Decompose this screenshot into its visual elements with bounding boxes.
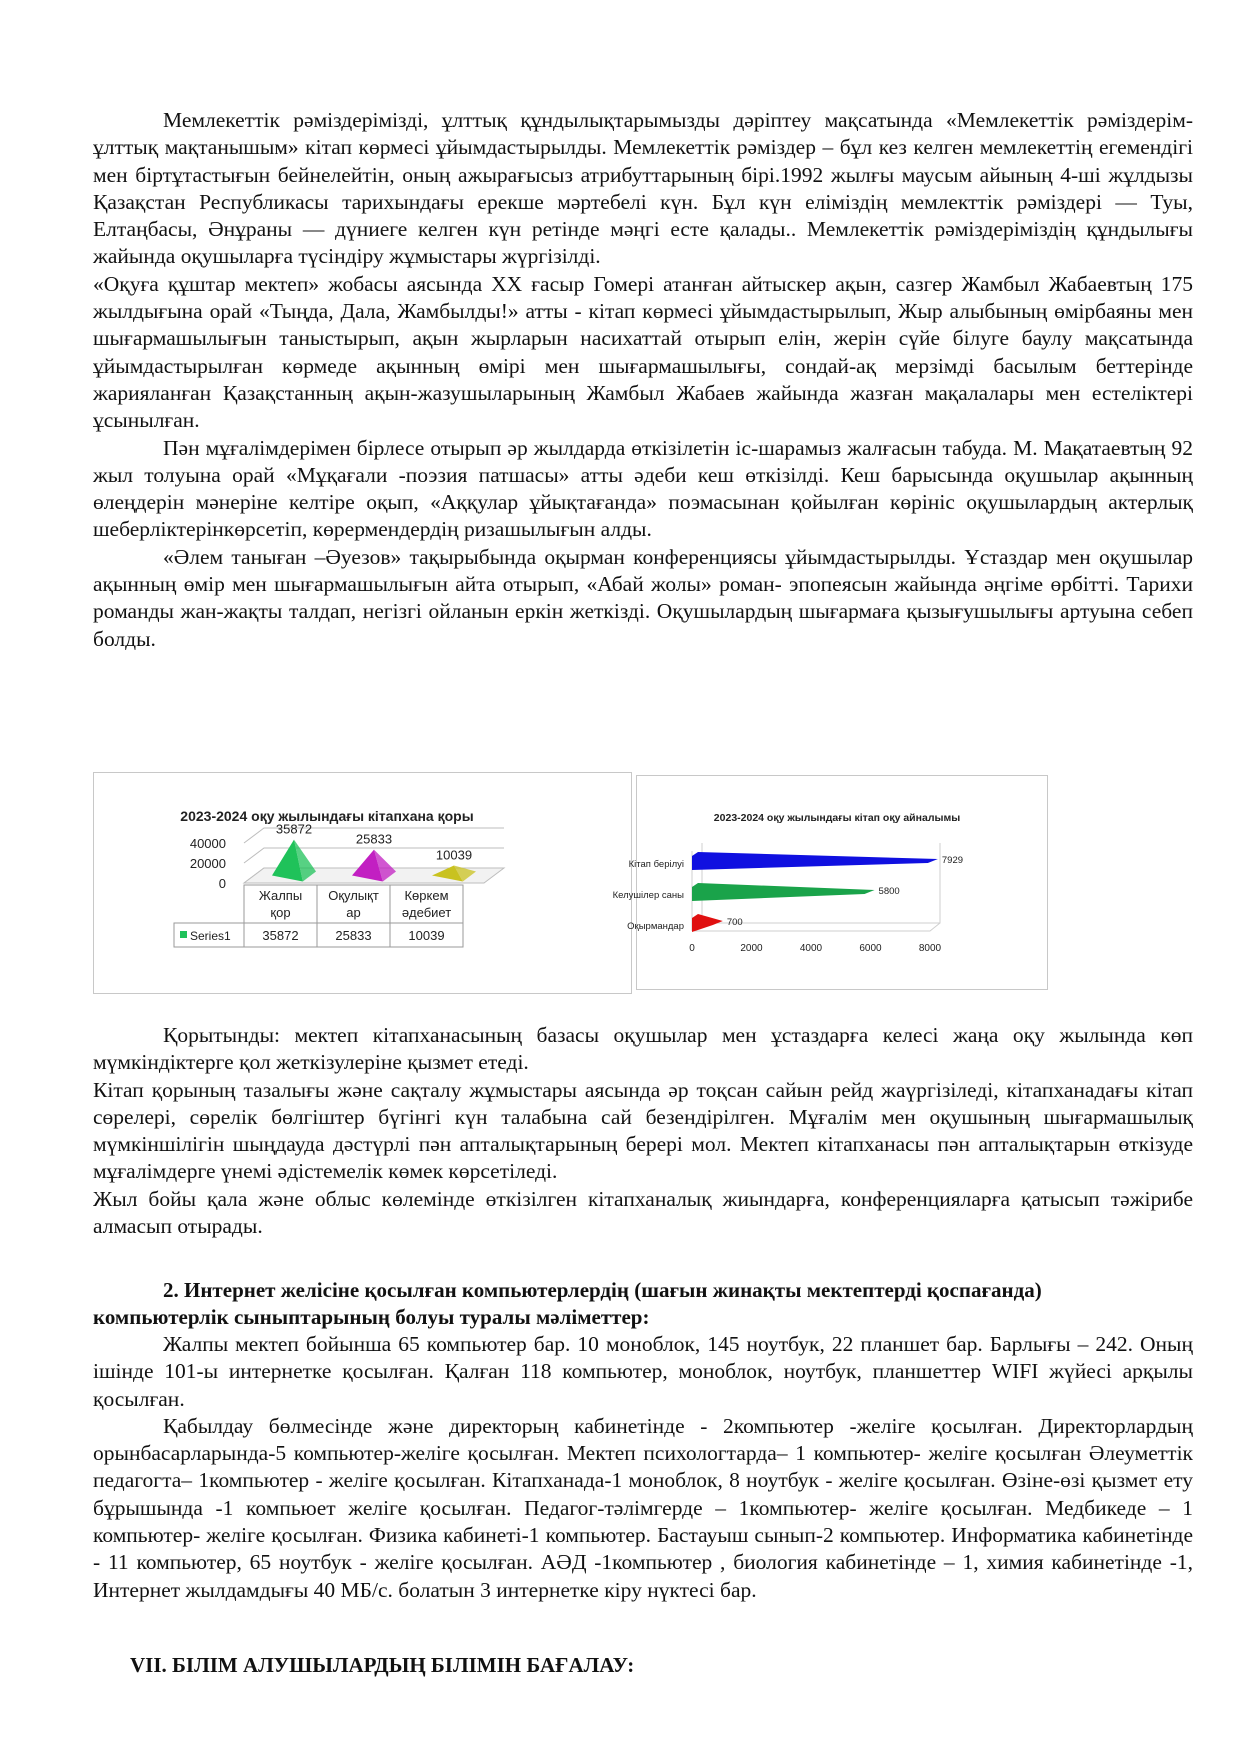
data-label: 35872 bbox=[275, 821, 313, 837]
text-block-conclusion bbox=[93, 1022, 1193, 1240]
x-tick-label: 0 bbox=[689, 943, 695, 954]
section-2 bbox=[93, 1277, 1193, 1604]
paragraph: «Әлем таныған –Әуезов» тақырыбында оқырман конференциясы ұйымдастырылды. Ұстаздар мен оқушылар ақынның өмір мен шығармашылығын айта отырып, «Абай жолы» роман- эпопеясын жайында әңгіме өрбітті. Тарихи романды жан-жақты талдап, негізгі ойланын еркін жеткізді. Оқушылардың шығармаға қызығушылығы артуына себеп болды. bbox=[93, 544, 1193, 651]
legend-swatch bbox=[180, 931, 187, 938]
text-block-intro bbox=[93, 107, 1193, 653]
paragraph: Кітап қорының тазалығы және сақталу жұмыстары аясында әр тоқсан сайын рейд жаүргізіледі, кітапханадағы кітап сөрелері, сөрелік бөлгіштер бүгінгі күн талабына сай безендірілген. Мұғалім мен оқушының шығармашылық мүмкіншілігін шыңдауда дәстүрлі пән апталықтарының берері мол. Мектеп кітапханасы пән апталықтарын өткізуде мұғалімдерге үнемі әдістемелік көмек көрсетіледі. bbox=[93, 1077, 1193, 1184]
x-tick-label: 2000 bbox=[740, 943, 763, 954]
book-circulation-chart bbox=[612, 775, 1048, 990]
x-tick-label: 8000 bbox=[918, 943, 942, 954]
paragraph: Қабылдау бөлмесінде және директорың кабинетінде - 2компьютер -желіге қосылған. Директорлардың орынбасарларында-5 компьютер-желіге қосылған. Мектеп психологтарда– 1 компьютер- желіге қосылған Әлеуметтік педагогта– 1компьютер - желіге қосылған. Кітапханада-1 моноблок, 8 ноутбук - желіге қосылған. Өзіне-өзі қызмет ету бұрышында -1 компьюет желіге қосылған. Педагог-тәлімгерде – 1компьютер- желіге қосылған. Медбикеде – 1 компьютер- желіге қосылған. Физика кабинеті-1 компьютер. Бастауыш сынып-2 компьютер. Информатика кабинетінде - 11 компьютер, 65 ноутбук - желіге қосылған. АӘД -1компьютер , биология кабинетінде – 1, химия кабинетінде -1, Интернет жылдамдығы 40 МБ/с. болатын 3 интернетке кіру нүктесі бар. bbox=[93, 1413, 1193, 1602]
table-value: 35872 bbox=[262, 928, 299, 943]
section-7-heading: VII. БІЛІМ АЛУШЫЛАРДЫҢ БІЛІМІН БАҒАЛАУ: bbox=[130, 1653, 635, 1677]
library-fund-chart-svg bbox=[94, 773, 631, 993]
y-tick-label: 20000 bbox=[189, 856, 226, 871]
y-tick-label: 40000 bbox=[189, 836, 226, 851]
paragraph: «Оқуға құштар мектеп» жобасы аясында ХХ ғасыр Гомері атанған айтыскер ақын, сазгер Жамбыл Жабаевтың 175 жылдығына орай «Тыңда, Дала, Жамбылды!» атты - кітап көрмесі ұйымдастырылып, Жыр алыбының өмірбаяны мен шығармашылығын таныстырып, ақын жырларын насихаттай отырып елін, жерін сүйе білуге баулу мақсатында ұйымдастырылған көрмеде ақынның өмірі мен шығармашылығы, сондай-ақ мерзімді басылым беттерінде жарияланған Қазақстанның ақын-жазушыларының Жамбыл Жабаев жайында жазған мақалалары мен естеліктері ұсынылған. bbox=[93, 271, 1193, 433]
category-label: ар bbox=[346, 905, 361, 920]
table-value: 10039 bbox=[408, 928, 445, 943]
category-label: Көркем bbox=[404, 888, 449, 903]
category-label: Келушілер саны bbox=[612, 890, 684, 901]
data-label: 7929 bbox=[941, 855, 964, 866]
chart-title: 2023-2024 оқу жылындағы кітапхана қоры bbox=[180, 808, 474, 824]
section-2-paragraphs bbox=[93, 1331, 1193, 1604]
category-label: Кітап берілуі bbox=[628, 859, 684, 870]
y-tick-label: 0 bbox=[218, 876, 226, 891]
data-label: 10039 bbox=[435, 847, 473, 863]
chart-title: 2023-2024 оқу жылындағы кітап оқу айналымы bbox=[713, 812, 961, 824]
category-label: әдебиет bbox=[401, 905, 452, 920]
category-label: Оқулықт bbox=[328, 888, 379, 903]
data-label: 700 bbox=[726, 917, 743, 928]
paragraph: Жалпы мектеп бойынша 65 компьютер бар. 10 моноблок, 145 ноутбук, 22 планшет бар. Барлығы – 242. Оның ішінде 101-ы интернетке қосылған. Қалған 118 компьютер, моноблок, ноутбук, планшеттер WIFI жүйесі арқылы қосылған. bbox=[93, 1332, 1193, 1411]
section-2-heading: 2. Интернет желісіне қосылған компьютерлердің (шағын жинақты мектептерді қоспағанда) компьютерлік сыныптарының болуы туралы мәліметтер: bbox=[93, 1278, 1042, 1329]
data-label: 5800 bbox=[878, 886, 900, 897]
x-tick-label: 6000 bbox=[859, 943, 882, 954]
cone-bar bbox=[692, 883, 875, 901]
data-label: 25833 bbox=[355, 831, 393, 847]
category-label: қор bbox=[270, 905, 291, 920]
cone-bar bbox=[692, 852, 938, 870]
legend-label: Series1 bbox=[190, 929, 231, 943]
x-tick-label: 4000 bbox=[799, 943, 823, 954]
paragraph: Мемлекеттік рәміздерімізді, ұлттық құндылықтарымызды дәріптеу мақсатында «Мемлекеттік рәміздерім- ұлттық мақтанышым» кітап көрмесі ұйымдастырылды. Мемлекеттік рәміздер – бұл кез келген мемлекеттің егемендігі мен біртұтастығын бейнелейтін, оның ажырағысыз атрибуттарының бірі.1992 жылғы маусым айының 4-ші жұлдызы Қазақстан Республикасы тарихындағы ерекше мәртебелі күн. Бұл күн еліміздің мемлекттік рәміздері — Туы, Елтаңбасы, Әнұраны — дүниеге келген күн ретінде мәңгі есте қалады.. Мемлекеттік рәміздеріміздің құндылығы жайында оқушыларға түсіндіру жұмыстары жүргізілді. bbox=[93, 108, 1193, 269]
category-label: Жалпы bbox=[258, 888, 303, 903]
paragraph: Пән мұғалімдерімен бірлесе отырып әр жылдарда өткізілетін іс-шарамыз жалғасын табуда. М. Мақатаевтың 92 жыл толуына орай «Мұқағали -поэзия патшасы» атты әдеби кеш өткізілді. Кеш барысында оқушылар ақынның өлеңдерін мәнеріне келтіре оқып, «Аққулар ұйықтағанда» поэмасынан қойылған көрініс оқушылардың актерлық шеберліктерінкөрсетіп, көрермендердің ризашылығын алды. bbox=[93, 435, 1193, 542]
paragraph: Қорытынды: мектеп кітапханасының базасы оқушылар мен ұстаздарға келесі жаңа оқу жылында көп мүмкіндіктерге қол жеткізулеріне қызмет етеді. bbox=[93, 1023, 1193, 1075]
paragraph: Жыл бойы қала және облыс көлемінде өткізілген кітапханалық жиындарға, конференцияларға қатысып тәжірибе алмасып отырады. bbox=[93, 1186, 1193, 1239]
table-value: 25833 bbox=[335, 928, 372, 943]
library-fund-chart bbox=[93, 772, 632, 994]
book-circulation-chart-svg bbox=[612, 776, 1047, 989]
category-label: Оқырмандар bbox=[627, 921, 684, 932]
